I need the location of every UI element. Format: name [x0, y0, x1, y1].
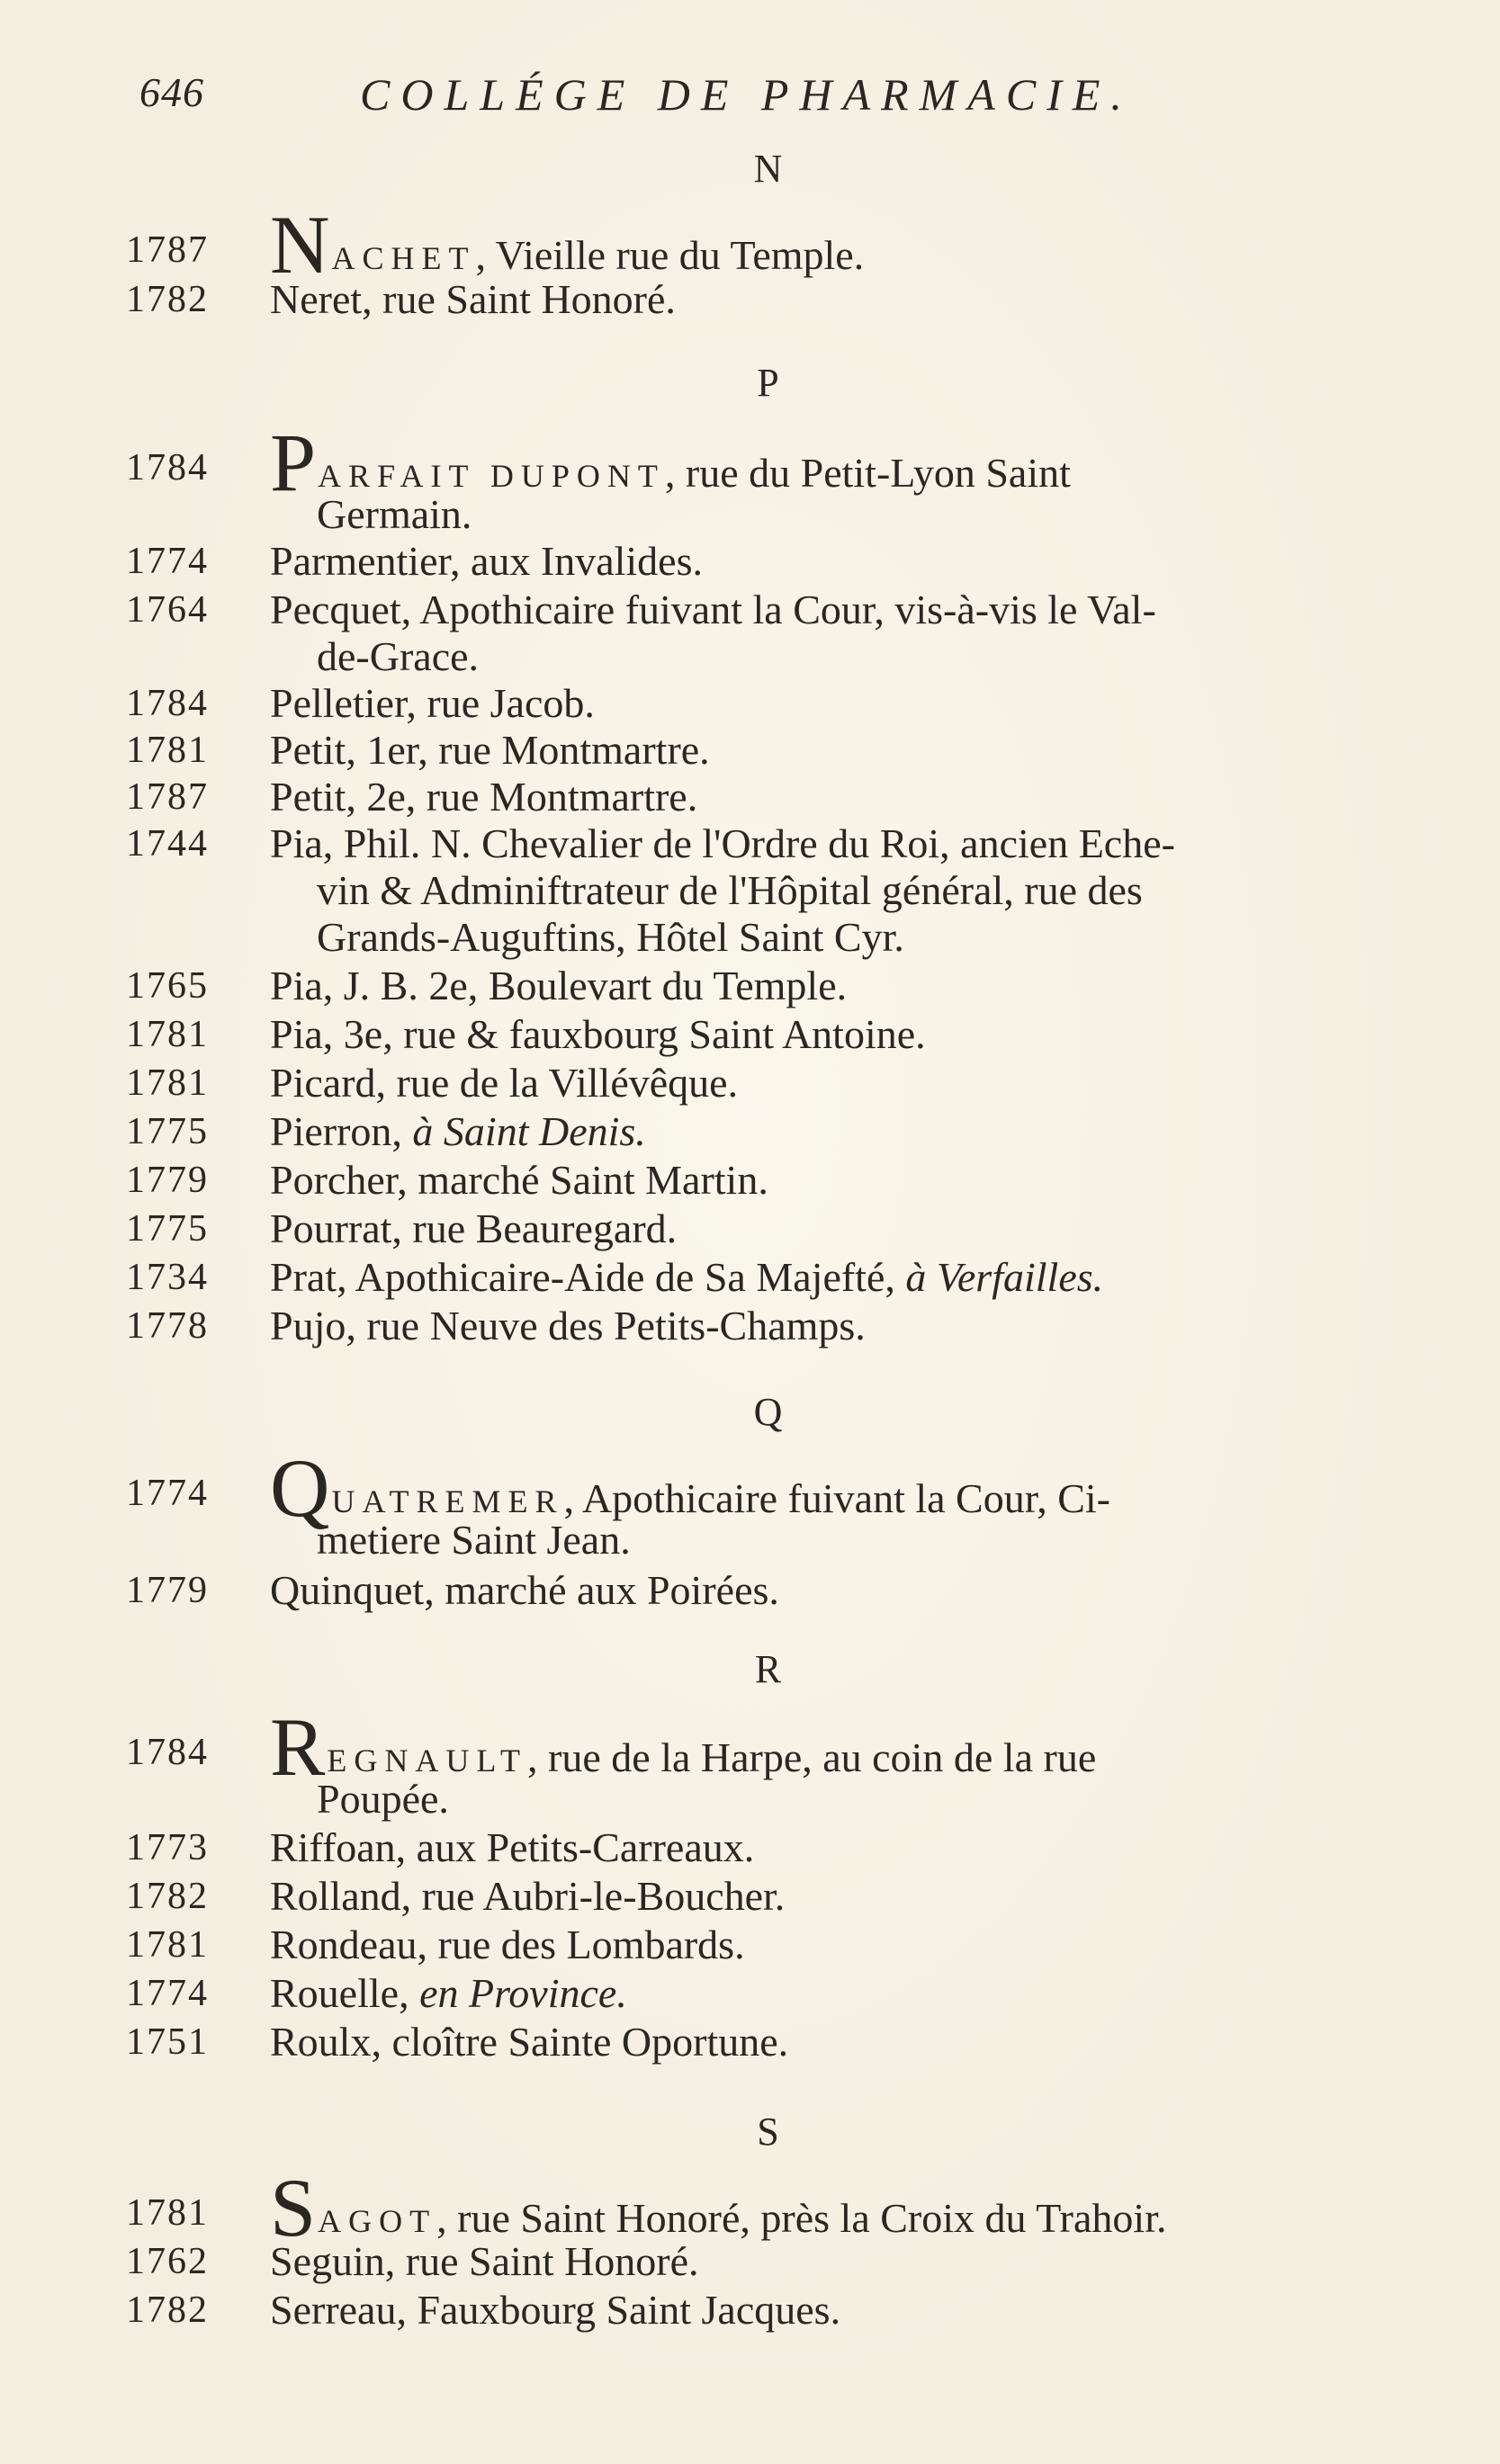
section-letter-q: Q [753, 1390, 783, 1434]
entry-continuation: Germain. [317, 491, 472, 537]
entry-text: Parmentier, aux Invalides. [270, 538, 704, 584]
entry-text: Neret, rue Saint Honoré. [270, 276, 676, 322]
entry-text: Quinquet, marché aux Poirées. [270, 1567, 779, 1613]
entry-surname: UATREMER [331, 1483, 564, 1519]
entry-year: 1787 [126, 776, 209, 818]
entry-year: 1775 [126, 1208, 209, 1250]
entry-text [270, 1254, 1422, 1301]
entry-address: , rue de la Harpe, au coin de la rue [527, 1734, 1097, 1780]
entry-year: 1765 [126, 965, 209, 1007]
entry-year: 1784 [126, 683, 209, 724]
entry-year: 1744 [126, 823, 209, 865]
entry-year: 1764 [126, 589, 209, 631]
entry-text: Porcher, marché Saint Martin. [270, 1157, 768, 1203]
entry-text: Petit, 1er, rue Montmartre. [270, 727, 710, 773]
entry-name: Prat, Apothicaire-Aide de Sa Majefté, [270, 1254, 906, 1300]
entry-place: à Saint Denis. [412, 1108, 646, 1154]
entry-year: 1784 [126, 1732, 209, 1773]
entry-year: 1762 [126, 2241, 209, 2282]
entry-place: en Province. [419, 1970, 627, 2016]
entry-year: 1779 [126, 1570, 209, 1611]
entry-text: Seguin, rue Saint Honoré. [270, 2238, 699, 2284]
entry-year: 1781 [126, 1014, 209, 1055]
entry-year: 1779 [126, 1160, 209, 1201]
entry-address: , Vieille rue du Temple. [475, 232, 865, 278]
entry-year: 1781 [126, 1924, 209, 1966]
section-letter-p: P [757, 361, 779, 405]
drop-cap: S [270, 2162, 317, 2253]
entry-year: 1781 [126, 730, 209, 771]
entry-name: Rouelle, [270, 1970, 420, 2016]
entry-year: 1775 [126, 1111, 209, 1152]
entry-text: Pecquet, Apothicaire fuivant la Cour, vis-à-vis le Val- [270, 587, 1156, 632]
section-letter-n: N [753, 147, 783, 191]
entry-text: Rondeau, rue des Lombards. [270, 1922, 745, 1967]
entry-surname: ACHET [331, 240, 476, 276]
entry-text [270, 1108, 1422, 1155]
entry-text: Roulx, cloître Sainte Oportune. [270, 2019, 789, 2065]
entry-text: Pia, Phil. N. Chevalier de l'Ordre du Roi, ancien Eche- [270, 820, 1175, 866]
entry-continuation: Grands-Auguftins, Hôtel Saint Cyr. [317, 914, 904, 960]
entry-text [270, 2162, 1422, 2253]
entry-year: 1773 [126, 1827, 209, 1868]
page-number: 646 [139, 69, 204, 115]
entry-text: Pourrat, rue Beauregard. [270, 1205, 678, 1251]
entry-text: Rolland, rue Aubri-le-Boucher. [270, 1873, 786, 1919]
entry-surname: EGNAULT [327, 1743, 528, 1779]
section-letter-s: S [757, 2110, 779, 2154]
entry-text: Serreau, Fauxbourg Saint Jacques. [270, 2287, 841, 2333]
entry-text [270, 199, 1422, 291]
entry-year: 1774 [126, 1473, 209, 1514]
entry-continuation: vin & Adminiftrateur de l'Hôpital général, rue des [317, 867, 1143, 913]
entry-year: 1778 [126, 1305, 209, 1347]
entry-year: 1782 [126, 1876, 209, 1917]
entry-year: 1734 [126, 1257, 209, 1298]
entry-text: Pia, J. B. 2e, Boulevart du Temple. [270, 963, 848, 1008]
entry-continuation: metiere Saint Jean. [317, 1517, 631, 1563]
entry-text: Riffoan, aux Petits-Carreaux. [270, 1824, 755, 1870]
entry-year: 1782 [126, 2289, 209, 2331]
entry-year: 1781 [126, 2192, 209, 2234]
entry-address: , Apothicaire fuivant la Cour, Ci- [563, 1475, 1110, 1521]
entry-surname: AGOT [318, 2203, 437, 2239]
entry-place: à Verfailles. [905, 1254, 1104, 1300]
entry-continuation: Poupée. [317, 1776, 449, 1822]
running-title: COLLÉGE DE PHARMACIE. [360, 69, 1133, 120]
drop-cap: R [270, 1701, 326, 1793]
entry-continuation: de-Grace. [317, 633, 480, 679]
entry-text [270, 1970, 1422, 2017]
drop-cap: P [270, 417, 317, 508]
entry-year: 1751 [126, 2021, 209, 2063]
entry-address: , rue Saint Honoré, près la Croix du Trahoir. [436, 2195, 1167, 2241]
entry-text: Pia, 3e, rue & fauxbourg Saint Antoine. [270, 1011, 926, 1057]
entry-year: 1782 [126, 279, 209, 320]
drop-cap: Q [270, 1442, 330, 1534]
entry-text: Pelletier, rue Jacob. [270, 680, 595, 726]
entry-year: 1774 [126, 1973, 209, 2014]
entry-text: Petit, 2e, rue Montmartre. [270, 774, 698, 820]
entry-address: , rue du Petit-Lyon Saint [664, 450, 1071, 496]
entry-name: Pierron, [270, 1108, 413, 1154]
running-head [139, 68, 1246, 140]
entry-year: 1787 [126, 229, 209, 271]
section-letter-r: R [754, 1647, 782, 1691]
drop-cap: N [270, 199, 330, 291]
entry-surname: ARFAIT DUPONT [318, 458, 665, 494]
entry-text: Picard, rue de la Villévêque. [270, 1060, 739, 1106]
entry-year: 1774 [126, 541, 209, 582]
entry-year: 1781 [126, 1062, 209, 1104]
entry-text: Pujo, rue Neuve des Petits-Champs. [270, 1303, 866, 1348]
entry-year: 1784 [126, 447, 209, 488]
